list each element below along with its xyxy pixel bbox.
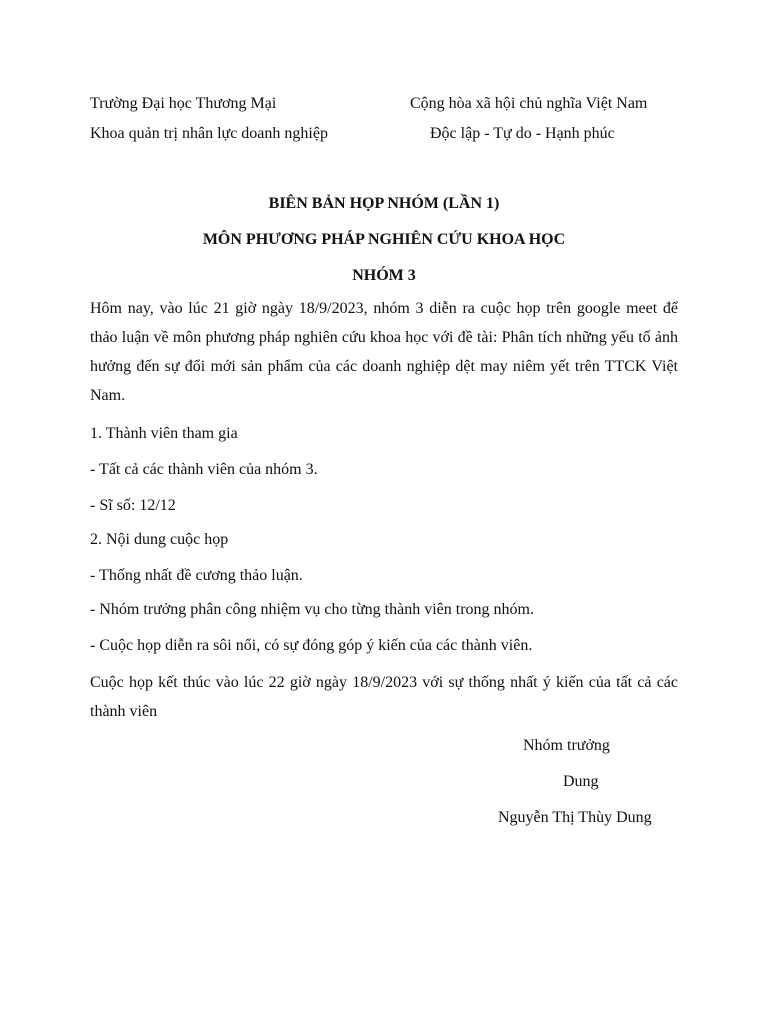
doc-group: NHÓM 3 <box>352 267 416 284</box>
section2-item: - Cuộc họp diễn ra sôi nổi, có sự đóng góp ý kiến của các thành viên. <box>90 637 533 654</box>
intro-paragraph: Hôm nay, vào lúc 21 giờ ngày 18/9/2023, nhóm 3 diễn ra cuộc họp trên google meet để thảo luận về môn phương pháp nghiên cứu khoa học với đề tài: Phân tích những yếu tố ảnh hưởng đến sự đổi mới sản phẩm của các doanh nghiệp dệt may niêm yết trên TTCK Việt Nam. <box>90 300 678 404</box>
section2-item: - Thống nhất đề cương thảo luận. <box>90 567 303 584</box>
national-title: Cộng hòa xã hội chủ nghĩa Việt Nam <box>410 95 648 112</box>
doc-subject: MÔN PHƯƠNG PHÁP NGHIÊN CỨU KHOA HỌC <box>202 231 566 248</box>
national-motto: Độc lập - Tự do - Hạnh phúc <box>430 125 615 142</box>
closing-paragraph: Cuộc họp kết thúc vào lúc 22 giờ ngày 18/9/2023 với sự thống nhất ý kiến của tất cả các thành viên <box>90 674 678 720</box>
section1-heading: 1. Thành viên tham gia <box>90 425 238 442</box>
faculty-name: Khoa quản trị nhân lực doanh nghiệp <box>90 125 328 142</box>
signature-role: Nhóm trưởng <box>523 737 610 754</box>
signature-full-name: Nguyễn Thị Thùy Dung <box>498 809 652 826</box>
signature-sign: Dung <box>563 773 599 790</box>
section1-item: - Tất cả các thành viên của nhóm 3. <box>90 461 318 478</box>
section1-item: - Sĩ số: 12/12 <box>90 497 176 514</box>
section2-heading: 2. Nội dung cuộc họp <box>90 531 229 548</box>
doc-title: BIÊN BẢN HỌP NHÓM (LẦN 1) <box>268 195 500 212</box>
section2-item: - Nhóm trưởng phân công nhiệm vụ cho từng thành viên trong nhóm. <box>90 601 534 618</box>
school-name: Trường Đại học Thương Mại <box>90 95 277 112</box>
